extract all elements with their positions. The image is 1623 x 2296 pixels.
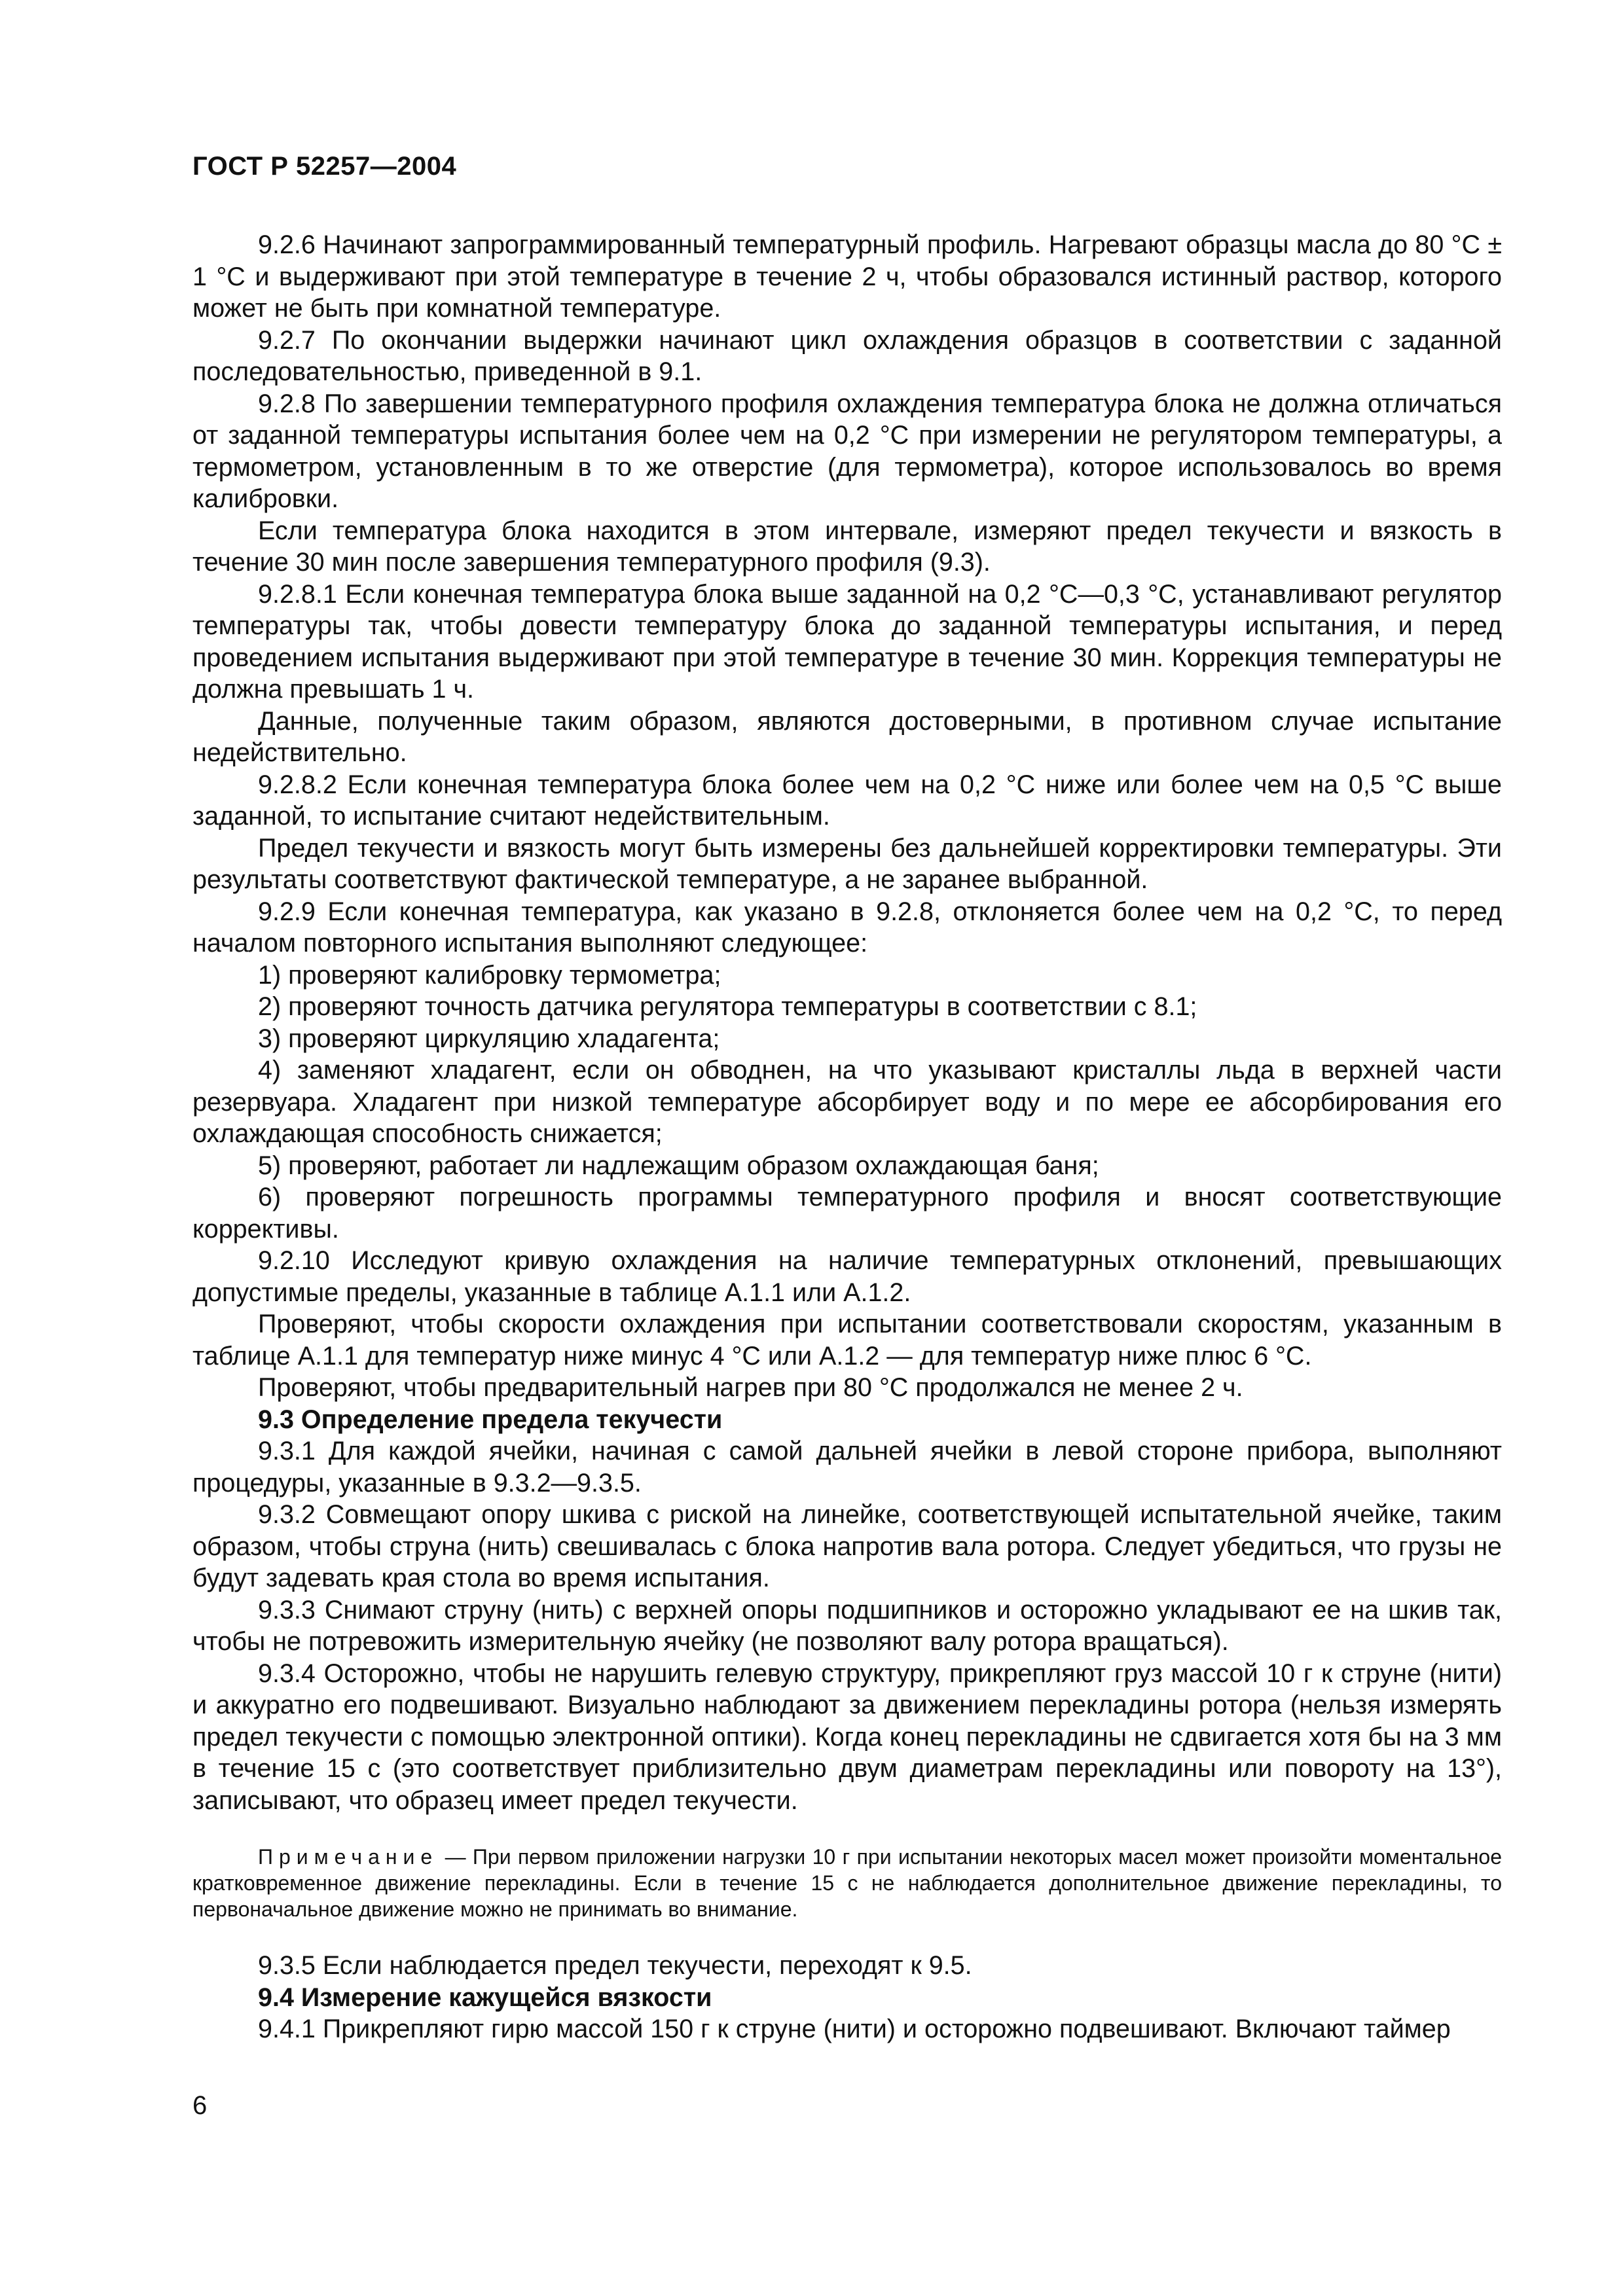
list-item-6: 6) проверяют погрешность программы температурного профиля и вносят соответствующие коррективы. <box>192 1183 1502 1244</box>
paragraph-9-3-3: 9.3.3 Снимают струну (нить) с верхней опоры подшипников и осторожно укладывают ее на шкив так, чтобы не потревожить измерительную ячейку (не позволяют валу ротора вращаться). <box>192 1595 1502 1656</box>
paragraph-9-2-8-2-cont: Предел текучести и вязкость могут быть измерены без дальнейшей корректировки температуры. Эти результаты соответствуют фактической температуре, а не заранее выбранной. <box>192 833 1502 894</box>
note-block <box>192 1844 1502 1922</box>
paragraph-9-2-8-1-cont: Данные, полученные таким образом, являются достоверными, в противном случае испытание недействительно. <box>192 706 1502 767</box>
section-heading-9-4: 9.4 Измерение кажущейся вязкости <box>258 1982 712 2012</box>
paragraph-9-2-6: 9.2.6 Начинают запрограммированный температурный профиль. Нагревают образцы масла до 80 °С ± 1 °С и выдерживают при этой температуре в течение 2 ч, чтобы образовался истинный раствор, которого может не быть при комнатной температуре. <box>192 230 1502 323</box>
list-item-2: 2) проверяют точность датчика регулятора температуры в соответствии с 8.1; <box>258 992 1197 1021</box>
paragraph-9-4-1: 9.4.1 Прикрепляют гирю массой 150 г к струне (нити) и осторожно подвешивают. Включают таймер <box>258 2015 1451 2043</box>
paragraph-9-2-10: 9.2.10 Исследуют кривую охлаждения на наличие температурных отклонений, превышающих допустимые пределы, указанные в таблице А.1.1 или А.1.2. <box>192 1246 1502 1307</box>
note-label: Примечание <box>258 1845 439 1869</box>
list-item-5: 5) проверяют, работает ли надлежащим образом охлаждающая баня; <box>258 1151 1099 1180</box>
document-body <box>192 229 1502 2045</box>
paragraph-9-2-8-cont: Если температура блока находится в этом интервале, измеряют предел текучести и вязкость в течение 30 мин после завершения температурного профиля (9.3). <box>192 516 1502 577</box>
paragraph-9-3-1: 9.3.1 Для каждой ячейки, начиная с самой дальней ячейки в левой стороне прибора, выполняют процедуры, указанные в 9.3.2—9.3.5. <box>192 1437 1502 1498</box>
list-item-4: 4) заменяют хладагент, если он обводнен, на что указывают кристаллы льда в верхней части резервуара. Хладагент при низкой температуре абсорбирует воду и по мере ее абсорбирования его охлаждающая способность снижается; <box>192 1056 1502 1148</box>
paragraph-9-2-9: 9.2.9 Если конечная температура, как указано в 9.2.8, отклоняется более чем на 0,2 °С, то перед началом повторного испытания выполняют следующее: <box>192 897 1502 958</box>
page-number: 6 <box>192 2091 208 2120</box>
document-code-header: ГОСТ Р 52257—2004 <box>192 152 457 181</box>
paragraph-9-2-8: 9.2.8 По завершении температурного профиля охлаждения температура блока не должна отличаться от заданной температуры испытания более чем на 0,2 °С при измерении не регулятором температуры, а термометром, установленным в то же отверстие (для термометра), которое использовалось во время калибровки. <box>192 389 1502 513</box>
paragraph-9-2-8-2: 9.2.8.2 Если конечная температура блока более чем на 0,2 °С ниже или более чем на 0,5 °С выше заданной, то испытание считают недействительным. <box>192 770 1502 831</box>
list-item-3: 3) проверяют циркуляцию хладагента; <box>258 1024 720 1053</box>
note-text: — При первом приложении нагрузки 10 г при испытании некоторых масел может произойти моментальное кратковременное движение перекладины. Если в течение 15 с не наблюдается дополнительное движение перекладины, то первоначальное движение можно не принимать во внимание. <box>192 1845 1503 1921</box>
list-item-1: 1) проверяют калибровку термометра; <box>258 960 721 990</box>
paragraph-9-2-10-cont-2: Проверяют, чтобы предварительный нагрев при 80 °С продолжался не менее 2 ч. <box>258 1373 1243 1402</box>
paragraph-9-3-5: 9.3.5 Если наблюдается предел текучести, переходят к 9.5. <box>258 1951 972 1980</box>
paragraph-9-2-8-1: 9.2.8.1 Если конечная температура блока выше заданной на 0,2 °С—0,3 °С, устанавливают регулятор температуры так, чтобы довести температуру блока до заданной температуры испытания, и перед проведением испытания выдерживают при этой температуре в течение 30 мин. Коррекция температуры не должна превышать 1 ч. <box>192 579 1502 704</box>
paragraph-9-2-10-cont: Проверяют, чтобы скорости охлаждения при испытании соответствовали скоростям, указанным в таблице А.1.1 для температур ниже минус 4 °С или А.1.2 — для температур ниже плюс 6 °С. <box>192 1310 1502 1371</box>
paragraph-9-3-4: 9.3.4 Осторожно, чтобы не нарушить гелевую структуру, прикрепляют груз массой 10 г к струне (нити) и аккуратно его подвешивают. Визуально наблюдают за движением перекладины ротора (нельзя измерять предел текучести с помощью электронной оптики). Когда конец перекладины не сдвигается хотя бы на 3 мм в течение 15 с (это соответствует приблизительно двум диаметрам перекладины или повороту на 13°), записывают, что образец имеет предел текучести. <box>192 1659 1502 1815</box>
paragraph-9-3-2: 9.3.2 Совмещают опору шкива с риской на линейке, соответствующей испытательной ячейке, таким образом, чтобы струна (нить) свешивалась с блока напротив вала ротора. Следует убедиться, что грузы не будут задевать края стола во время испытания. <box>192 1500 1502 1592</box>
section-heading-9-3: 9.3 Определение предела текучести <box>258 1405 723 1434</box>
paragraph-9-2-7: 9.2.7 По окончании выдержки начинают цикл охлаждения образцов в соответствии с заданной последовательностью, приведенной в 9.1. <box>192 325 1502 386</box>
